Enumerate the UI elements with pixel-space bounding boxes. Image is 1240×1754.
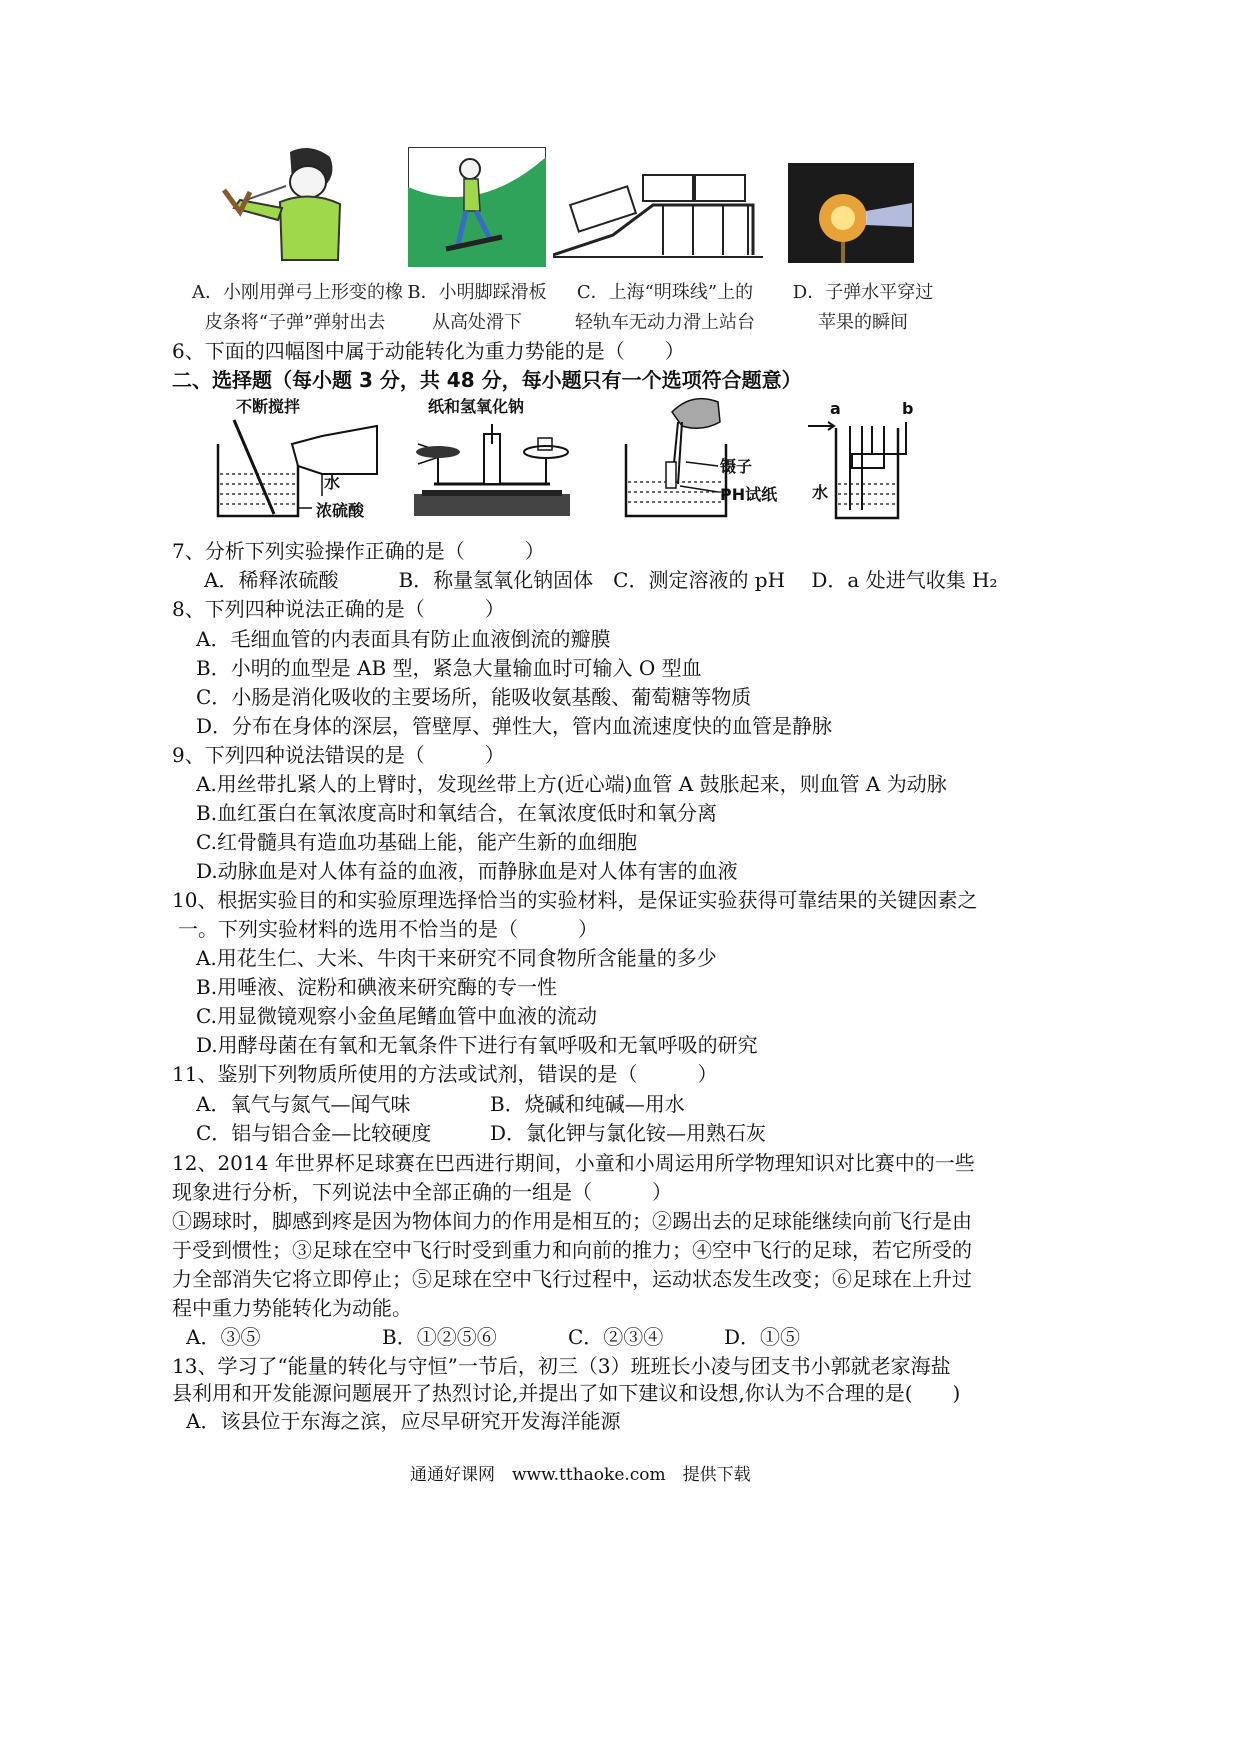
q10-stem-2: 一。下列实验材料的选用不恰当的是（ ） xyxy=(178,917,598,941)
question-6: 6、下面的四幅图中属于动能转化为重力势能的是（ ） xyxy=(172,339,685,363)
q9-stem: 9、下列四种说法错误的是（ ） xyxy=(172,743,505,767)
caption-a xyxy=(192,278,403,338)
q11-option-c: C．铝与铝合金—比较硬度 xyxy=(196,1121,432,1145)
q11-option-b: B．烧碱和纯碱—用水 xyxy=(490,1092,685,1116)
caption-c-line2: 轻轨车无动力滑上站台 xyxy=(575,312,755,333)
caption-a-line1: A．小刚用弹弓上形变的橡 xyxy=(192,282,403,303)
label-paper-naoh: 纸和氢氧化钠 xyxy=(428,397,525,416)
q10-option-b: B.用唾液、淀粉和碘液来研究酶的专一性 xyxy=(196,975,558,999)
slingshot-boy-picture xyxy=(220,142,390,267)
q10-option-d: D.用酵母菌在有氧和无氧条件下进行有氧呼吸和无氧呼吸的研究 xyxy=(196,1033,758,1057)
q12-body-3: 力全部消失它将立即停止；⑤足球在空中飞行过程中，运动状态发生改变；⑥足球在上升过 xyxy=(172,1267,972,1291)
q9-option-c: C.红骨髓具有造血功基础上能，能产生新的血细胞 xyxy=(196,830,637,854)
q8-option-d: D．分布在身体的深层，管壁厚、弹性大，管内血流速度快的血管是静脉 xyxy=(196,714,833,738)
q9-option-a: A.用丝带扎紧人的上臂时，发现丝带上方(近心端)血管 A 鼓胀起来，则血管 A 为动脉 xyxy=(196,772,947,796)
q9-option-b: B.血红蛋白在氧浓度高时和氧结合，在氧浓度低时和氧分离 xyxy=(196,801,718,825)
caption-b-line2: 从高处滑下 xyxy=(432,312,522,333)
q11-stem: 11、鉴别下列物质所使用的方法或试剂，错误的是（ ） xyxy=(172,1062,718,1086)
caption-b xyxy=(402,278,552,338)
label-water-2: 水 xyxy=(812,483,829,502)
balance-apparatus xyxy=(408,394,576,524)
q12-body-4: 程中重力势能转化为动能。 xyxy=(172,1296,412,1320)
q10-option-c: C.用显微镜观察小金鱼尾鳍血管中血液的流动 xyxy=(196,1004,597,1028)
label-inlet-a: a xyxy=(830,399,841,418)
q12-stem-2: 现象进行分析，下列说法中全部正确的一组是（ ） xyxy=(172,1180,672,1204)
caption-c xyxy=(560,278,770,338)
label-water-1: 水 xyxy=(324,473,341,492)
q12-body-1: ①踢球时，脚感到疼是因为物体间力的作用是相互的；②踢出去的足球能继续向前飞行是由 xyxy=(172,1209,972,1233)
light-rail-picture xyxy=(553,165,763,265)
q12-option-a: A．③⑤ xyxy=(186,1325,261,1349)
q8-option-c: C．小肠是消化吸收的主要场所，能吸收氨基酸、葡萄糖等物质 xyxy=(196,685,752,709)
q11-option-d: D．氯化钾与氯化铵—用熟石灰 xyxy=(490,1121,767,1145)
caption-b-line1: B．小明脚踩滑板 xyxy=(407,282,547,303)
q11-option-a: A．氧气与氮气—闻气味 xyxy=(196,1092,411,1116)
q10-stem-1: 10、根据实验目的和实验原理选择恰当的实验材料，是保证实验获得可靠结果的关键因素之 xyxy=(172,888,978,912)
q12-option-d: D．①⑤ xyxy=(724,1325,801,1349)
label-conc-acid: 浓硫酸 xyxy=(316,501,365,520)
label-outlet-b: b xyxy=(902,399,914,418)
q8-stem: 8、下列四种说法正确的是（ ） xyxy=(172,597,505,621)
q12-stem-1: 12、2014 年世界杯足球赛在巴西进行期间，小童和小周运用所学物理知识对比赛中的一些 xyxy=(172,1151,975,1175)
caption-a-line2: 皮条将“子弹”弹射出去 xyxy=(204,312,386,333)
caption-d xyxy=(784,278,942,338)
q8-option-b: B．小明的血型是 AB 型，紧急大量输血时可输入 O 型血 xyxy=(196,656,702,680)
label-ph-paper: PH试纸 xyxy=(720,485,778,504)
q9-option-d: D.动脉血是对人体有益的血液，而静脉血是对人体有害的血液 xyxy=(196,859,738,883)
bullet-apple-picture xyxy=(788,163,914,263)
skateboard-boy-picture xyxy=(408,147,546,267)
label-stir: 不断搅拌 xyxy=(236,397,301,416)
dilute-acid-apparatus xyxy=(212,396,387,524)
q7-options: A．稀释浓硫酸 B．称量氢氧化钠固体 C．测定溶液的 pH D．a 处进气收集 H₂ xyxy=(204,568,998,592)
q13-stem-2: 县利用和开发能源问题展开了热烈讨论,并提出了如下建议和设想,你认为不合理的是( ) xyxy=(172,1381,961,1405)
gas-bottle-apparatus xyxy=(806,398,918,526)
page-footer: 通通好课网 www.tthaoke.com 提供下载 xyxy=(410,1465,751,1485)
section-2-heading: 二、选择题（每小题 3 分，共 48 分，每小题只有一个选项符合题意） xyxy=(172,368,802,392)
caption-d-line2: 苹果的瞬间 xyxy=(818,312,908,333)
q13-option-a: A．该县位于东海之滨，应尽早研究开发海洋能源 xyxy=(186,1409,621,1433)
ph-test-apparatus xyxy=(622,392,800,524)
caption-c-line1: C．上海“明珠线”上的 xyxy=(576,282,754,303)
q10-option-a: A.用花生仁、大米、牛肉干来研究不同食物所含能量的多少 xyxy=(196,946,717,970)
q12-body-2: 于受到惯性；③足球在空中飞行时受到重力和向前的推力；④空中飞行的足球，若它所受的 xyxy=(172,1238,972,1262)
label-tweezers: 镊子 xyxy=(720,457,753,476)
q7-stem: 7、分析下列实验操作正确的是（ ） xyxy=(172,539,545,563)
q8-option-a: A．毛细血管的内表面具有防止血液倒流的瓣膜 xyxy=(196,627,611,651)
caption-d-line1: D．子弹水平穿过 xyxy=(792,282,934,303)
q13-stem-1: 13、学习了“能量的转化与守恒”一节后，初三（3）班班长小凌与团支书小郭就老家海盐 xyxy=(172,1354,951,1378)
q12-option-c: C．②③④ xyxy=(568,1325,664,1349)
q12-option-b: B．①②⑤⑥ xyxy=(382,1325,497,1349)
